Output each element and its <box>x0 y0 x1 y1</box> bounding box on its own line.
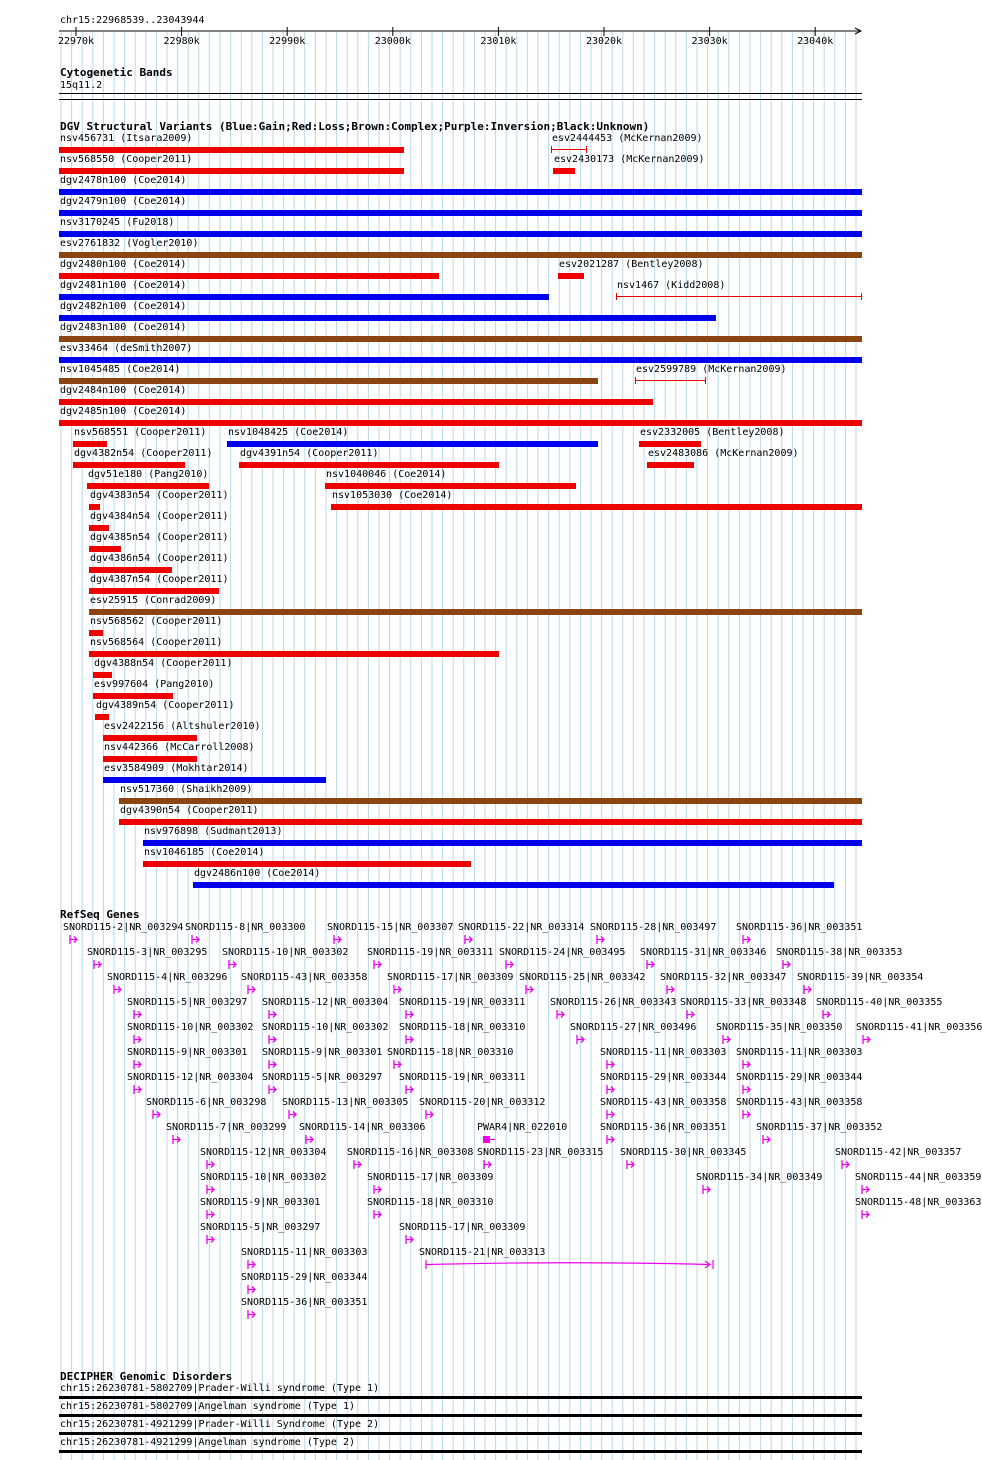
gene-strand-arrow-icon[interactable] <box>191 934 205 948</box>
dgv-variant-label: dgv4385n54 (Cooper2011) <box>90 532 229 543</box>
dgv-variant-label: dgv2484n100 (Coe2014) <box>60 385 187 396</box>
gene-strand-arrow-icon[interactable] <box>861 1209 875 1223</box>
gene-strand-arrow-icon[interactable] <box>606 1109 620 1123</box>
refseq-gene-label: SNORD115-29|NR_003344 <box>736 1072 863 1083</box>
refseq-gene-label: SNORD115-20|NR_003312 <box>419 1097 546 1108</box>
refseq-gene-label: SNORD115-9|NR_003301 <box>127 1047 248 1058</box>
dgv-variant-bar[interactable] <box>59 420 862 426</box>
decipher-disorder-bar[interactable] <box>59 1414 862 1417</box>
refseq-gene-label: SNORD115-5|NR_003297 <box>200 1222 321 1233</box>
dgv-title: DGV Structural Variants (Blue:Gain;Red:Loss;Brown:Complex;Purple:Inversion;Black:Unknown) <box>60 120 650 133</box>
ruler-tick-label: 23000k <box>374 36 411 47</box>
dgv-variant-label: nsv1467 (Kidd2008) <box>617 280 726 291</box>
refseq-gene-label: SNORD115-32|NR_003347 <box>660 972 787 983</box>
dgv-variant-label: esv2332005 (Bentley2008) <box>640 427 785 438</box>
decipher-disorder-label: chr15:26230781-4921299|Angelman syndrome (Type 2) <box>60 1437 356 1448</box>
dgv-variant-label: dgv2481n100 (Coe2014) <box>60 280 187 291</box>
dgv-variant-label: dgv2479n100 (Coe2014) <box>60 196 187 207</box>
gene-strand-arrow-icon[interactable] <box>373 1184 387 1198</box>
dgv-variant-bar[interactable] <box>59 210 862 216</box>
gene-strand-arrow-icon[interactable] <box>405 1234 419 1248</box>
variant-cap <box>586 146 587 153</box>
refseq-gene-label: SNORD115-8|NR_003300 <box>185 922 306 933</box>
gene-strand-arrow-icon[interactable] <box>702 1184 716 1198</box>
decipher-disorder-label: chr15:26230781-4921299|Prader-Willi Syndrome (Type 2) <box>60 1419 380 1430</box>
dgv-variant-bar[interactable] <box>59 315 716 321</box>
dgv-variant-label: dgv4383n54 (Cooper2011) <box>90 490 229 501</box>
dgv-variant-label: nsv568564 (Cooper2011) <box>90 637 223 648</box>
variant-cap <box>705 377 706 384</box>
decipher-disorder-bar[interactable] <box>59 1450 862 1453</box>
dgv-variant-label: esv33464 (deSmith2007) <box>60 343 193 354</box>
dgv-variant-bar[interactable] <box>73 462 185 468</box>
variant-cap <box>616 293 617 300</box>
dgv-variant-bar[interactable] <box>59 336 862 342</box>
dgv-variant-label: esv2021287 (Bentley2008) <box>559 259 704 270</box>
dgv-variant-label: esv2422156 (Altshuler2010) <box>104 721 261 732</box>
refseq-gene-label: SNORD115-19|NR_003311 <box>367 947 494 958</box>
gene-strand-arrow-icon[interactable] <box>576 1034 590 1048</box>
dgv-variant-label: dgv2480n100 (Coe2014) <box>60 259 187 270</box>
dgv-variant-label: dgv4388n54 (Cooper2011) <box>94 658 233 669</box>
dgv-variant-bar[interactable] <box>59 189 862 195</box>
refseq-gene-label: SNORD115-18|NR_003310 <box>387 1047 514 1058</box>
gene-strand-arrow-icon[interactable] <box>69 934 83 948</box>
dgv-variant-bar[interactable] <box>647 462 694 468</box>
refseq-gene-label: SNORD115-35|NR_003350 <box>716 1022 843 1033</box>
refseq-gene-label: SNORD115-15|NR_003307 <box>327 922 454 933</box>
refseq-gene-label: SNORD115-19|NR_003311 <box>399 997 526 1008</box>
refseq-gene-label: SNORD115-3|NR_003295 <box>87 947 208 958</box>
gene-strand-arrow-icon[interactable] <box>405 1009 419 1023</box>
gene-strand-arrow-icon[interactable] <box>861 1184 875 1198</box>
dgv-variant-label: esv2483086 (McKernan2009) <box>648 448 799 459</box>
dgv-variant-bar[interactable] <box>59 294 549 300</box>
ruler-tick-label: 22970k <box>57 36 95 47</box>
refseq-gene-label: SNORD115-10|NR_003302 <box>262 1022 389 1033</box>
refseq-gene-label: SNORD115-13|NR_003305 <box>282 1097 409 1108</box>
refseq-gene-label: SNORD115-19|NR_003311 <box>399 1072 526 1083</box>
gene-strand-arrow-icon[interactable] <box>803 984 817 998</box>
refseq-gene-label: SNORD115-17|NR_003309 <box>399 1222 526 1233</box>
dgv-variant-label: nsv568550 (Cooper2011) <box>60 154 193 165</box>
refseq-gene-label: SNORD115-17|NR_003309 <box>367 1172 494 1183</box>
dgv-variant-bar[interactable] <box>59 231 862 237</box>
gene-strand-arrow-icon[interactable] <box>862 1034 876 1048</box>
refseq-gene-label: SNORD115-6|NR_003298 <box>146 1097 267 1108</box>
refseq-gene-label: SNORD115-39|NR_003354 <box>797 972 924 983</box>
ruler-tick-label: 23020k <box>585 36 623 47</box>
gene-strand-arrow-icon[interactable] <box>247 1284 261 1298</box>
gene-strand-arrow-icon[interactable] <box>505 959 519 973</box>
dgv-variant-bar[interactable] <box>103 735 197 741</box>
gene-strand-arrow-icon[interactable] <box>762 1134 776 1148</box>
refseq-gene-label: SNORD115-10|NR_003302 <box>127 1022 254 1033</box>
gene-strand-arrow-icon[interactable] <box>206 1209 220 1223</box>
dgv-variant-label: nsv568551 (Cooper2011) <box>74 427 207 438</box>
refseq-gene-label: SNORD115-31|NR_003346 <box>640 947 767 958</box>
refseq-gene-label: SNORD115-10|NR_003302 <box>222 947 349 958</box>
refseq-title: RefSeq Genes <box>60 908 140 921</box>
dgv-variant-label: dgv4390n54 (Cooper2011) <box>120 805 259 816</box>
dgv-variant-label: nsv456731 (Itsara2009) <box>60 133 193 144</box>
refseq-gene-label: SNORD115-43|NR_003358 <box>241 972 368 983</box>
dgv-variant-label: nsv517360 (Shaikh2009) <box>120 784 253 795</box>
gene-strand-arrow-icon[interactable] <box>686 1009 700 1023</box>
cytobands-title: Cytogenetic Bands <box>60 66 173 79</box>
dgv-variant-label: nsv1048425 (Coe2014) <box>228 427 349 438</box>
decipher-disorder-label: chr15:26230781-5802709|Prader-Willi syndrome (Type 1) <box>60 1383 380 1394</box>
refseq-gene-label: SNORD115-18|NR_003310 <box>367 1197 494 1208</box>
refseq-gene-label: SNORD115-37|NR_003352 <box>756 1122 883 1133</box>
gene-strand-arrow-icon[interactable] <box>464 934 478 948</box>
decipher-disorder-bar[interactable] <box>59 1396 862 1399</box>
gene-strand-arrow-icon[interactable] <box>206 1159 220 1173</box>
refseq-gene-label: SNORD115-2|NR_003294 <box>63 922 184 933</box>
gene-strand-arrow-icon[interactable] <box>405 1034 419 1048</box>
refseq-gene-label: SNORD115-29|NR_003344 <box>600 1072 727 1083</box>
dgv-variant-label: dgv2482n100 (Coe2014) <box>60 301 187 312</box>
decipher-disorder-label: chr15:26230781-5802709|Angelman syndrome (Type 1) <box>60 1401 356 1412</box>
dgv-variant-bar[interactable] <box>89 609 862 615</box>
refseq-gene-label: SNORD115-40|NR_003355 <box>816 997 943 1008</box>
dgv-variant-bar[interactable] <box>551 149 587 150</box>
dgv-variant-bar[interactable] <box>93 672 112 678</box>
refseq-gene-label: SNORD115-36|NR_003351 <box>736 922 863 933</box>
dgv-variant-label: esv3584909 (Mokhtar2014) <box>104 763 249 774</box>
gene-strand-arrow-icon[interactable] <box>742 1084 756 1098</box>
refseq-gene-label: SNORD115-11|NR_003303 <box>241 1247 368 1258</box>
dgv-variant-bar[interactable] <box>143 840 862 846</box>
refseq-gene-label: SNORD115-22|NR_003314 <box>458 922 585 933</box>
dgv-variant-bar[interactable] <box>103 756 197 762</box>
cytoband-label: 15q11.2 <box>60 80 103 91</box>
refseq-gene-label: SNORD115-23|NR_003315 <box>477 1147 604 1158</box>
gene-strand-arrow-icon[interactable] <box>626 1159 640 1173</box>
refseq-gene-label: SNORD115-9|NR_003301 <box>262 1047 383 1058</box>
refseq-gene-label: SNORD115-5|NR_003297 <box>127 997 248 1008</box>
refseq-gene-label: SNORD115-36|NR_003351 <box>241 1297 368 1308</box>
refseq-gene-label: SNORD115-4|NR_003296 <box>107 972 228 983</box>
dgv-variant-bar[interactable] <box>239 462 499 468</box>
refseq-gene-label: SNORD115-11|NR_003303 <box>600 1047 727 1058</box>
dgv-variant-label: esv25915 (Conrad2009) <box>90 595 217 606</box>
gene-strand-arrow-icon[interactable] <box>247 984 261 998</box>
dgv-variant-label: dgv4391n54 (Cooper2011) <box>240 448 379 459</box>
dgv-variant-bar[interactable] <box>89 504 100 510</box>
ruler-tick-label: 22990k <box>269 36 306 47</box>
refseq-gene-label: SNORD115-33|NR_003348 <box>680 997 807 1008</box>
dgv-variant-bar[interactable] <box>639 441 701 447</box>
refseq-gene-label: SNORD115-24|NR_003495 <box>499 947 626 958</box>
gene-strand-arrow-icon[interactable] <box>393 984 407 998</box>
dgv-variant-label: dgv4389n54 (Cooper2011) <box>96 700 235 711</box>
gene-strand-arrow-icon[interactable] <box>133 1034 147 1048</box>
gene-strand-arrow-icon[interactable] <box>133 1059 147 1073</box>
dgv-variant-bar[interactable] <box>616 296 862 297</box>
dgv-variant-label: dgv2486n100 (Coe2014) <box>194 868 321 879</box>
dgv-variant-bar[interactable] <box>331 504 862 510</box>
dgv-variant-bar[interactable] <box>635 380 706 381</box>
dgv-variant-label: dgv51e180 (Pang2010) <box>88 469 209 480</box>
gene-strand-arrow-icon[interactable] <box>373 1209 387 1223</box>
refseq-gene-label: SNORD115-11|NR_003303 <box>736 1047 863 1058</box>
dgv-variant-label: esv997604 (Pang2010) <box>94 679 215 690</box>
gene-strand-arrow-icon[interactable] <box>742 1109 756 1123</box>
gene-strand-arrow-icon[interactable] <box>405 1084 419 1098</box>
ruler-tick-label: 23010k <box>480 36 517 47</box>
gene-strand-arrow-icon[interactable] <box>305 1134 319 1148</box>
gene-strand-arrow-icon[interactable] <box>483 1134 497 1148</box>
dgv-variant-bar[interactable] <box>89 567 172 573</box>
refseq-gene-label: SNORD115-34|NR_003349 <box>696 1172 823 1183</box>
dgv-variant-label: esv2599789 (McKernan2009) <box>636 364 787 375</box>
gene-strand-arrow-icon[interactable] <box>288 1109 302 1123</box>
dgv-variant-label: dgv4386n54 (Cooper2011) <box>90 553 229 564</box>
gene-strand-arrow-icon[interactable] <box>483 1159 497 1173</box>
refseq-gene-label: PWAR4|NR_022010 <box>477 1122 568 1133</box>
gene-strand-arrow-icon[interactable] <box>93 959 107 973</box>
dgv-variant-bar[interactable] <box>73 441 107 447</box>
dgv-variant-label: nsv976898 (Sudmant2013) <box>144 826 283 837</box>
ruler-tick-label: 22980k <box>163 36 200 47</box>
dgv-variant-bar[interactable] <box>553 168 575 174</box>
dgv-variant-label: dgv2483n100 (Coe2014) <box>60 322 187 333</box>
dgv-variant-label: nsv1046185 (Coe2014) <box>144 847 265 858</box>
gene-strand-arrow-icon[interactable] <box>393 1059 407 1073</box>
gene-strand-arrow-icon[interactable] <box>133 1084 147 1098</box>
gene-strand-arrow-icon[interactable] <box>353 1159 367 1173</box>
gene-strand-arrow-icon[interactable] <box>425 1259 730 1273</box>
refseq-gene-label: SNORD115-42|NR_003357 <box>835 1147 962 1158</box>
dgv-variant-bar[interactable] <box>93 693 173 699</box>
refseq-gene-label: SNORD115-36|NR_003351 <box>600 1122 727 1133</box>
gene-strand-arrow-icon[interactable] <box>373 959 387 973</box>
gene-strand-arrow-icon[interactable] <box>247 1259 261 1273</box>
dgv-variant-bar[interactable] <box>227 441 598 447</box>
refseq-gene-label: SNORD115-9|NR_003301 <box>200 1197 321 1208</box>
refseq-gene-label: SNORD115-43|NR_003358 <box>736 1097 863 1108</box>
variant-cap <box>635 377 636 384</box>
dgv-variant-label: nsv442366 (McCarroll2008) <box>104 742 255 753</box>
gene-strand-arrow-icon[interactable] <box>841 1159 855 1173</box>
region-label: chr15:22968539..23043944 <box>60 15 205 26</box>
dgv-variant-label: esv2761832 (Vogler2010) <box>60 238 199 249</box>
dgv-variant-bar[interactable] <box>59 273 439 279</box>
dgv-variant-bar[interactable] <box>89 588 219 594</box>
dgv-variant-bar[interactable] <box>143 861 471 867</box>
gene-strand-arrow-icon[interactable] <box>268 1059 282 1073</box>
dgv-variant-bar[interactable] <box>325 483 576 489</box>
dgv-variant-bar[interactable] <box>119 798 862 804</box>
dgv-variant-label: esv2430173 (McKernan2009) <box>554 154 705 165</box>
gene-strand-arrow-icon[interactable] <box>722 1034 736 1048</box>
refseq-gene-label: SNORD115-17|NR_003309 <box>387 972 514 983</box>
gene-strand-arrow-icon[interactable] <box>596 934 610 948</box>
refseq-gene-label: SNORD115-5|NR_003297 <box>262 1072 383 1083</box>
gene-strand-arrow-icon[interactable] <box>525 984 539 998</box>
dgv-variant-bar[interactable] <box>59 252 862 258</box>
refseq-gene-label: SNORD115-30|NR_003345 <box>620 1147 747 1158</box>
refseq-gene-label: SNORD115-38|NR_003353 <box>776 947 903 958</box>
refseq-gene-label: SNORD115-25|NR_003342 <box>519 972 646 983</box>
gene-strand-arrow-icon[interactable] <box>133 1009 147 1023</box>
refseq-gene-label: SNORD115-12|NR_003304 <box>262 997 389 1008</box>
dgv-variant-label: esv2444453 (McKernan2009) <box>552 133 703 144</box>
dgv-variant-bar[interactable] <box>87 483 209 489</box>
gene-strand-arrow-icon[interactable] <box>425 1109 439 1123</box>
dgv-variant-bar[interactable] <box>89 546 121 552</box>
dgv-variant-bar[interactable] <box>558 273 584 279</box>
dgv-variant-label: nsv568562 (Cooper2011) <box>90 616 223 627</box>
gene-strand-arrow-icon[interactable] <box>228 959 242 973</box>
gene-strand-arrow-icon[interactable] <box>666 984 680 998</box>
refseq-gene-label: SNORD115-43|NR_003358 <box>600 1097 727 1108</box>
gene-strand-arrow-icon[interactable] <box>742 1059 756 1073</box>
dgv-variant-bar[interactable] <box>103 777 326 783</box>
dgv-variant-bar[interactable] <box>59 357 862 363</box>
gene-strand-arrow-icon[interactable] <box>782 959 796 973</box>
gene-strand-arrow-icon[interactable] <box>247 1309 261 1323</box>
ruler-tick-label: 23030k <box>691 36 728 47</box>
refseq-gene-label: SNORD115-26|NR_003343 <box>550 997 677 1008</box>
gene-strand-arrow-icon[interactable] <box>206 1234 220 1248</box>
gene-strand-arrow-icon[interactable] <box>113 984 127 998</box>
gene-strand-arrow-icon[interactable] <box>152 1109 166 1123</box>
refseq-gene-label: SNORD115-44|NR_003359 <box>855 1172 982 1183</box>
decipher-title: DECIPHER Genomic Disorders <box>60 1370 233 1383</box>
gene-strand-arrow-icon[interactable] <box>556 1009 570 1023</box>
gene-strand-arrow-icon[interactable] <box>333 934 347 948</box>
gene-strand-arrow-icon[interactable] <box>606 1059 620 1073</box>
refseq-gene-label: SNORD115-12|NR_003304 <box>127 1072 254 1083</box>
dgv-variant-bar[interactable] <box>89 630 103 636</box>
dgv-variant-bar[interactable] <box>193 882 834 888</box>
gene-strand-arrow-icon[interactable] <box>822 1009 836 1023</box>
refseq-gene-label: SNORD115-41|NR_003356 <box>856 1022 982 1033</box>
variant-cap <box>861 293 862 300</box>
refseq-gene-label: SNORD115-29|NR_003344 <box>241 1272 368 1283</box>
dgv-variant-bar[interactable] <box>89 651 499 657</box>
gene-strand-arrow-icon[interactable] <box>268 1009 282 1023</box>
gene-strand-arrow-icon[interactable] <box>742 934 756 948</box>
gene-strand-arrow-icon[interactable] <box>606 1134 620 1148</box>
refseq-gene-label: SNORD115-27|NR_003496 <box>570 1022 697 1033</box>
dgv-variant-label: dgv4387n54 (Cooper2011) <box>90 574 229 585</box>
dgv-variant-bar[interactable] <box>95 714 109 720</box>
refseq-gene-label: SNORD115-7|NR_003299 <box>166 1122 287 1133</box>
refseq-gene-label: SNORD115-16|NR_003308 <box>347 1147 474 1158</box>
refseq-gene-label: SNORD115-48|NR_003363 <box>855 1197 982 1208</box>
dgv-variant-label: nsv3170245 (Fu2018) <box>60 217 175 228</box>
gene-strand-arrow-icon[interactable] <box>646 959 660 973</box>
dgv-variant-label: nsv1045485 (Coe2014) <box>60 364 181 375</box>
dgv-variant-bar[interactable] <box>59 168 404 174</box>
refseq-gene-label: SNORD115-12|NR_003304 <box>200 1147 327 1158</box>
gene-strand-arrow-icon[interactable] <box>268 1034 282 1048</box>
refseq-gene-label: SNORD115-18|NR_003310 <box>399 1022 526 1033</box>
dgv-variant-bar[interactable] <box>59 399 653 405</box>
dgv-variant-label: dgv4384n54 (Cooper2011) <box>90 511 229 522</box>
refseq-gene-label: SNORD115-28|NR_003497 <box>590 922 717 933</box>
dgv-variant-label: dgv2485n100 (Coe2014) <box>60 406 187 417</box>
dgv-variant-bar[interactable] <box>119 819 862 825</box>
dgv-variant-bar[interactable] <box>89 525 109 531</box>
gene-strand-arrow-icon[interactable] <box>172 1134 186 1148</box>
refseq-gene-label: SNORD115-14|NR_003306 <box>299 1122 426 1133</box>
gene-strand-arrow-icon[interactable] <box>268 1084 282 1098</box>
refseq-gene-label: SNORD115-10|NR_003302 <box>200 1172 327 1183</box>
dgv-variant-label: nsv1040046 (Coe2014) <box>326 469 447 480</box>
gene-strand-arrow-icon[interactable] <box>606 1084 620 1098</box>
dgv-variant-bar[interactable] <box>59 147 404 153</box>
decipher-disorder-bar[interactable] <box>59 1432 862 1435</box>
dgv-variant-label: dgv2478n100 (Coe2014) <box>60 175 187 186</box>
refseq-gene-label: SNORD115-21|NR_003313 <box>419 1247 546 1258</box>
ruler-tick-label: 23040k <box>797 36 834 47</box>
dgv-variant-bar[interactable] <box>59 378 598 384</box>
dgv-variant-label: nsv1053030 (Coe2014) <box>332 490 453 501</box>
dgv-variant-label: dgv4382n54 (Cooper2011) <box>74 448 213 459</box>
variant-cap <box>551 146 552 153</box>
gene-strand-arrow-icon[interactable] <box>206 1184 220 1198</box>
